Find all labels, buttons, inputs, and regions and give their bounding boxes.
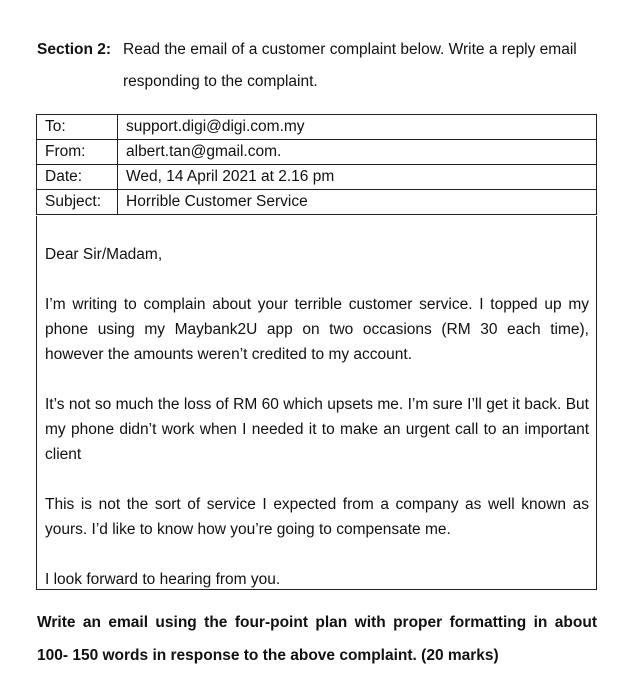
header-row-from (37, 140, 597, 165)
header-label: Date: (37, 165, 118, 190)
section-instructions: Read the email of a customer complaint below. Write a reply email responding to the complaint. (123, 41, 577, 90)
header-value-to: support.digi@digi.com.my (118, 115, 597, 140)
email-paragraph: This is not the sort of service I expected from a company as well known as yours. I’d like to know how you’re going to compensate me. (45, 496, 589, 538)
email-greeting: Dear Sir/Madam, (45, 246, 163, 263)
section-heading (37, 38, 602, 98)
section-label: Section 2: (37, 41, 112, 58)
email-paragraph: I’m writing to complain about your terrible customer service. I topped up my phone using my Maybank2U app on two occasions (RM 30 each time), however the amounts weren’t credited to my account. (45, 296, 589, 363)
header-row-to (37, 115, 597, 140)
email-body (36, 216, 597, 590)
task-instruction: Write an email using the four-point plan with proper formatting in about 100- 150 words in response to the above complaint. (20 marks) (37, 614, 597, 664)
header-label: From: (37, 140, 118, 165)
email-header-table (36, 114, 597, 215)
header-row-date (37, 165, 597, 190)
header-row-subject (37, 190, 597, 215)
header-value-date: Wed, 14 April 2021 at 2.16 pm (118, 165, 597, 190)
email-paragraph: It’s not so much the loss of RM 60 which upsets me. I’m sure I’ll get it back. But my phone didn’t work when I needed it to make an urgent call to an important client (45, 396, 589, 463)
header-value-from: albert.tan@gmail.com. (118, 140, 597, 165)
header-label: Subject: (37, 190, 118, 215)
header-label: To: (37, 115, 118, 140)
header-value-subject: Horrible Customer Service (118, 190, 597, 215)
email-closing: I look forward to hearing from you. (45, 571, 281, 588)
